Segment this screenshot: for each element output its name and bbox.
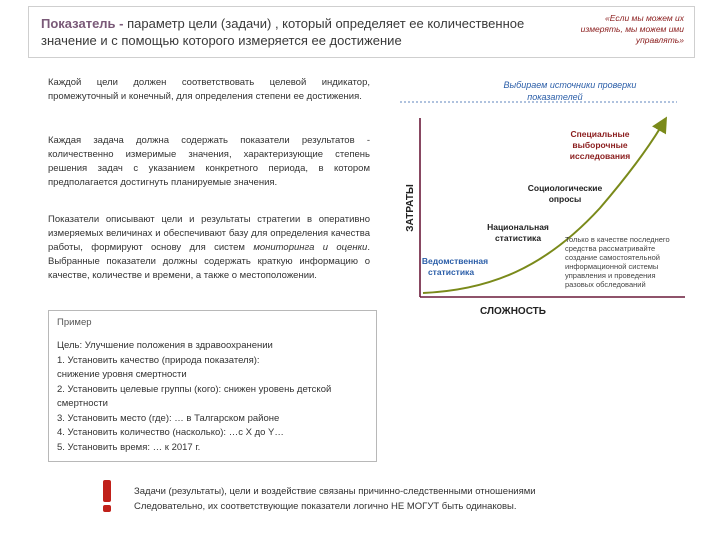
paragraph-indicators-describe [48, 213, 370, 283]
paragraph-task-results: Каждая задача должна содержать показатели результатов - количественно измеримые значения, характеризующие степень решения задач с указанием конкретного периода, в котором предполагается достигнуть планируемые значения. [48, 135, 370, 188]
exclamation-icon [100, 478, 114, 514]
example-box [48, 310, 377, 462]
example-line: 2. Установить целевые группы (кого): снижен уровень детской [57, 383, 332, 395]
example-line: 1. Установить качество (природа показателя): [57, 354, 260, 366]
diagram-title-line2: показателей [527, 92, 583, 102]
paragraph-goal-indicator: Каждой цели должен соответствовать целевой индикатор, промежуточный и конечный, для определения степени ее достижения. [48, 77, 370, 102]
example-line: снижение уровня смертности [57, 369, 187, 380]
label-special-1: Специальные [570, 129, 630, 139]
example-line: 5. Установить время: … к 2017 г. [57, 441, 201, 453]
label-sociological-1: Социологические [527, 183, 603, 193]
label-national-1: Национальная [487, 222, 549, 232]
label-national-2: статистика [494, 233, 542, 243]
p3-part2: . Выбранные показатели должны содержать краткую информацию о качестве, количестве и времени, а также о местоположении. [48, 242, 370, 281]
example-line: Цель: Улучшение положения в здравоохранении [57, 340, 273, 351]
diagram-svg [395, 78, 695, 318]
label-sociological-2: опросы [548, 194, 582, 204]
p3-emphasis: мониторинга и оценки [253, 242, 368, 253]
y-axis-label: ЗАТРАТЫ [405, 184, 416, 232]
example-line: смертности [57, 398, 108, 409]
diagram-title-line1: Выбираем источники проверки [503, 80, 637, 90]
example-lines [57, 339, 369, 455]
note-line: Только в качестве последнего [565, 235, 670, 244]
example-line: 4. Установить количество (насколько): …с X до Y… [57, 427, 284, 438]
cost-complexity-diagram [395, 78, 695, 318]
header-box [28, 6, 695, 58]
note-line: средства рассматривайте [565, 244, 656, 253]
header-quote: «Если мы можем их измерять, мы можем ими управлять» [580, 13, 684, 45]
label-departmental-2: статистика [427, 267, 475, 277]
footer-line-1: Задачи (результаты), цели и воздействие связаны причинно-следственными отношениями [134, 486, 536, 497]
title-keyword: Показатель - [41, 16, 124, 31]
label-special-3: исследования [569, 151, 631, 161]
page-title [41, 15, 561, 49]
label-departmental-1: Ведомственная [421, 256, 489, 266]
title-definition: параметр цели (задачи) , который определяет ее количественное значение и с помощью которого измеряется ее достижение [41, 16, 525, 48]
footer-note [134, 484, 604, 514]
example-title: Пример [57, 317, 92, 328]
label-special-2: выборочные [572, 140, 628, 150]
footer-line-2: Следовательно, их соответствующие показатели логично НЕ МОГУТ быть одинаковы. [134, 501, 517, 512]
p3-part1: Показатели описывают цели и результаты стратегии в оперативно измеряемых величинах и обеспечивают базу для определения качества работы, формируют основу для систем [48, 214, 370, 253]
x-axis-label: СЛОЖНОСТЬ [480, 306, 546, 317]
note-line: управления и проведения [565, 271, 656, 280]
note-line: информационной системы [565, 262, 659, 271]
example-line: 3. Установить место (где): … в Талгарском районе [57, 412, 280, 424]
note-line: разовых обследований [565, 280, 646, 289]
note-line: создание самостоятельной [565, 253, 660, 262]
